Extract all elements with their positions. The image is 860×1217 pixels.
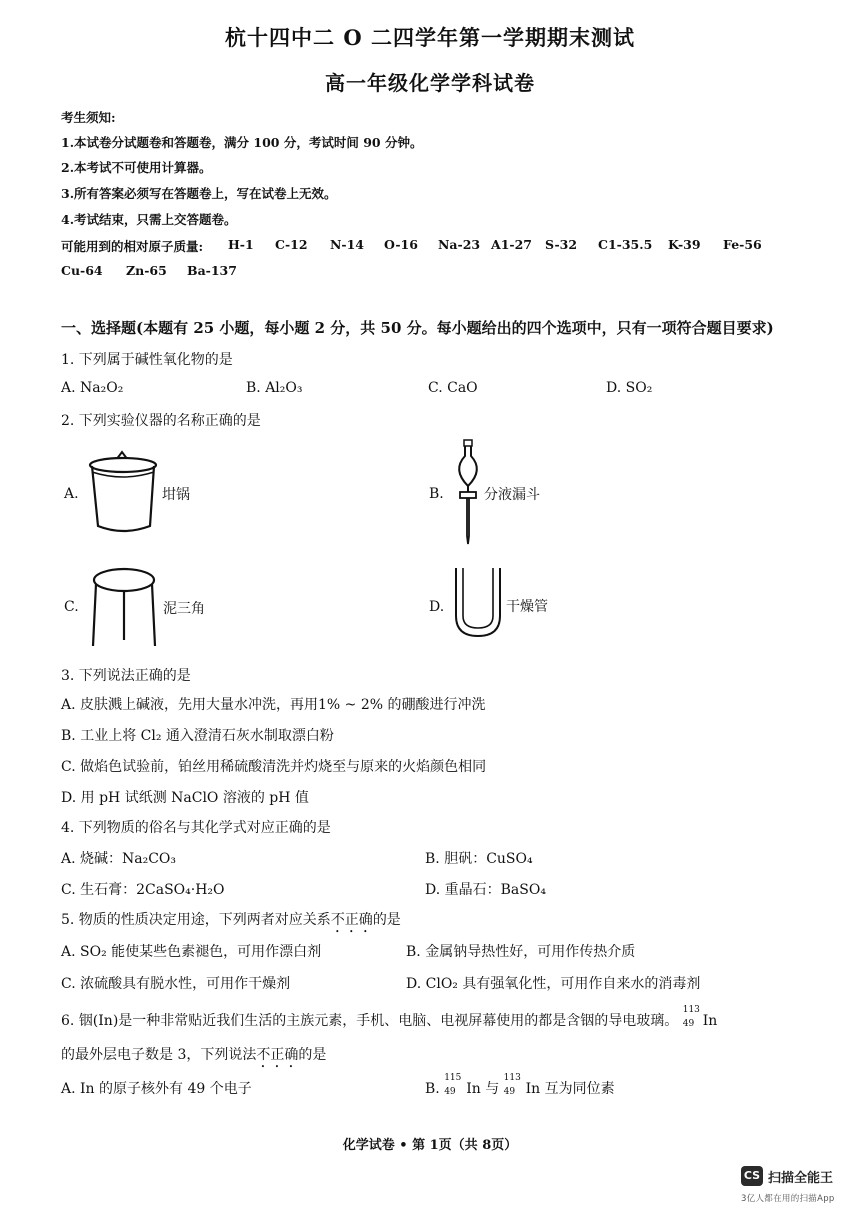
isotope-mass: 113 xyxy=(503,1073,521,1083)
notice-heading: 考生须知: xyxy=(61,110,116,125)
atomic-mass-item: Fe-56 xyxy=(723,237,762,252)
atomic-mass-item: Na-23 xyxy=(438,237,481,252)
q2-option-a-name: 坩锅 xyxy=(162,487,190,503)
q6-line2-post: 的是 xyxy=(298,1047,327,1063)
scanner-app-name: 扫描全能王 xyxy=(768,1171,834,1186)
atomic-mass-item: O-16 xyxy=(384,237,418,252)
isotope-symbol: In xyxy=(702,1013,718,1029)
q6-option-b-post: 互为同位素 xyxy=(540,1081,615,1097)
exam-title: 杭十四中二 O 二四学年第一学期期末测试 xyxy=(225,25,635,50)
page-footer: 化学试卷 • 第 1页（共 8页） xyxy=(342,1138,518,1153)
q2-option-d-name: 干燥管 xyxy=(506,599,548,615)
scanner-tagline: 3亿人都在用的扫描App xyxy=(741,1194,835,1204)
atomic-mass-item: A1-27 xyxy=(491,237,532,252)
atomic-mass-item: C-12 xyxy=(275,237,308,252)
q6-option-b-letter: B. xyxy=(425,1081,440,1097)
q4-option-d: D. 重晶石：BaSO₄ xyxy=(425,882,546,898)
q6-option-b-mid: 与 xyxy=(480,1081,504,1097)
q2-stem: 2. 下列实验仪器的名称正确的是 xyxy=(61,413,261,429)
q2-option-d-letter: D. xyxy=(429,599,445,615)
section-heading: 一、选择题(本题有 25 小题，每小题 2 分，共 50 分。每小题给出的四个选项中，只有一项符合题目要求) xyxy=(61,319,774,337)
atomic-mass-item: K-39 xyxy=(668,237,701,252)
q4-option-a: A. 烧碱：Na₂CO₃ xyxy=(61,851,177,867)
q3-option-a: A. 皮肤溅上碱液，先用大量水冲洗，再用1% ~ 2% 的硼酸进行冲洗 xyxy=(61,697,486,713)
atomic-mass-item: Cu-64 xyxy=(61,263,103,278)
isotope-mass: 115 xyxy=(444,1073,462,1083)
atomic-mass-item: N-14 xyxy=(330,237,365,252)
q1-option-a: A. Na₂O₂ xyxy=(61,380,124,396)
u-tube-icon xyxy=(452,566,504,640)
exam-subtitle: 高一年级化学学科试卷 xyxy=(325,71,535,95)
isotope-number: 49 xyxy=(682,1019,695,1029)
q6-stem xyxy=(61,1005,718,1030)
q2-option-b-name: 分液漏斗 xyxy=(484,487,540,503)
isotope-number: 49 xyxy=(503,1087,516,1097)
atomic-mass-item: Ba-137 xyxy=(187,263,237,278)
notice-item-2: 2.本考试不可使用计算器。 xyxy=(61,160,212,175)
q4-stem: 4. 下列物质的俗名与其化学式对应正确的是 xyxy=(61,820,331,836)
q1-option-b: B. Al₂O₃ xyxy=(246,380,303,396)
q5-stem-emphasis: 不正确 xyxy=(330,912,373,928)
q6-line2-emphasis: 不正确 xyxy=(256,1047,299,1063)
q6-option-a: A. In 的原子核外有 49 个电子 xyxy=(61,1081,252,1097)
q2-option-a-letter: A. xyxy=(64,486,79,502)
q4-option-b: B. 胆矾：CuSO₄ xyxy=(425,851,533,867)
isotope-notation xyxy=(503,1073,521,1097)
q6-stem-text: 6. 铟(In)是一种非常贴近我们生活的主族元素，手机、电脑、电视屏幕使用的都是含铟的导电玻璃。 xyxy=(61,1013,679,1029)
atomic-mass-item: C1-35.5 xyxy=(598,237,653,252)
q5-stem xyxy=(61,909,401,936)
separatory-funnel-icon xyxy=(448,440,488,546)
atomic-mass-label: 可能用到的相对原子质量: xyxy=(61,239,204,254)
q3-option-b: B. 工业上将 Cl₂ 通入澄清石灰水制取漂白粉 xyxy=(61,728,334,744)
q3-option-d: D. 用 pH 试纸测 NaClO 溶液的 pH 值 xyxy=(61,790,309,806)
q1-stem: 1. 下列属于碱性氧化物的是 xyxy=(61,352,233,368)
q2-option-c-letter: C. xyxy=(64,599,79,615)
isotope-symbol: In xyxy=(466,1081,481,1097)
atomic-mass-item: S-32 xyxy=(545,237,578,252)
q6-option-b xyxy=(425,1073,615,1098)
isotope-number: 49 xyxy=(444,1087,456,1097)
q6-line2-pre: 的最外层电子数是 3，下列说法 xyxy=(61,1047,257,1063)
q3-option-c: C. 做焰色试验前，铂丝用稀硫酸清洗并灼烧至与原来的火焰颜色相同 xyxy=(61,759,487,775)
isotope-notation xyxy=(444,1073,462,1097)
q5-option-a: A. SO₂ 能使某些色素褪色，可用作漂白剂 xyxy=(61,944,322,960)
q5-option-d: D. ClO₂ 具有强氧化性，可用作自来水的消毒剂 xyxy=(406,976,701,992)
q5-stem-pre: 5. 物质的性质决定用途，下列两者对应关系 xyxy=(61,912,331,928)
crucible-icon xyxy=(88,450,158,536)
q4-option-c: C. 生石膏：2CaSO₄·H₂O xyxy=(61,882,225,898)
notice-item-3: 3.所有答案必须写在答题卷上，写在试卷上无效。 xyxy=(61,186,337,201)
notice-item-1: 1.本试卷分试题卷和答题卷，满分 100 分，考试时间 90 分钟。 xyxy=(61,135,423,150)
q5-stem-post: 的是 xyxy=(372,912,401,928)
atomic-mass-item: Zn-65 xyxy=(126,263,167,278)
q3-stem: 3. 下列说法正确的是 xyxy=(61,668,191,684)
q2-option-c-name: 泥三角 xyxy=(163,601,205,617)
isotope-mass: 113 xyxy=(682,1005,700,1015)
q6-stem-line2 xyxy=(61,1044,326,1071)
q5-option-c: C. 浓硫酸具有脱水性，可用作干燥剂 xyxy=(61,976,291,992)
q2-option-b-letter: B. xyxy=(429,486,444,502)
isotope-symbol: In xyxy=(525,1081,541,1097)
isotope-notation xyxy=(682,1005,700,1029)
q1-option-d: D. SO₂ xyxy=(606,380,653,396)
notice-item-4: 4.考试结束，只需上交答题卷。 xyxy=(61,212,237,227)
tripod-icon xyxy=(90,566,158,648)
camscanner-logo-icon: CS xyxy=(741,1166,763,1186)
q5-option-b: B. 金属钠导热性好，可用作传热介质 xyxy=(406,944,636,960)
q1-option-c: C. CaO xyxy=(428,380,478,396)
atomic-mass-item: H-1 xyxy=(228,237,254,252)
